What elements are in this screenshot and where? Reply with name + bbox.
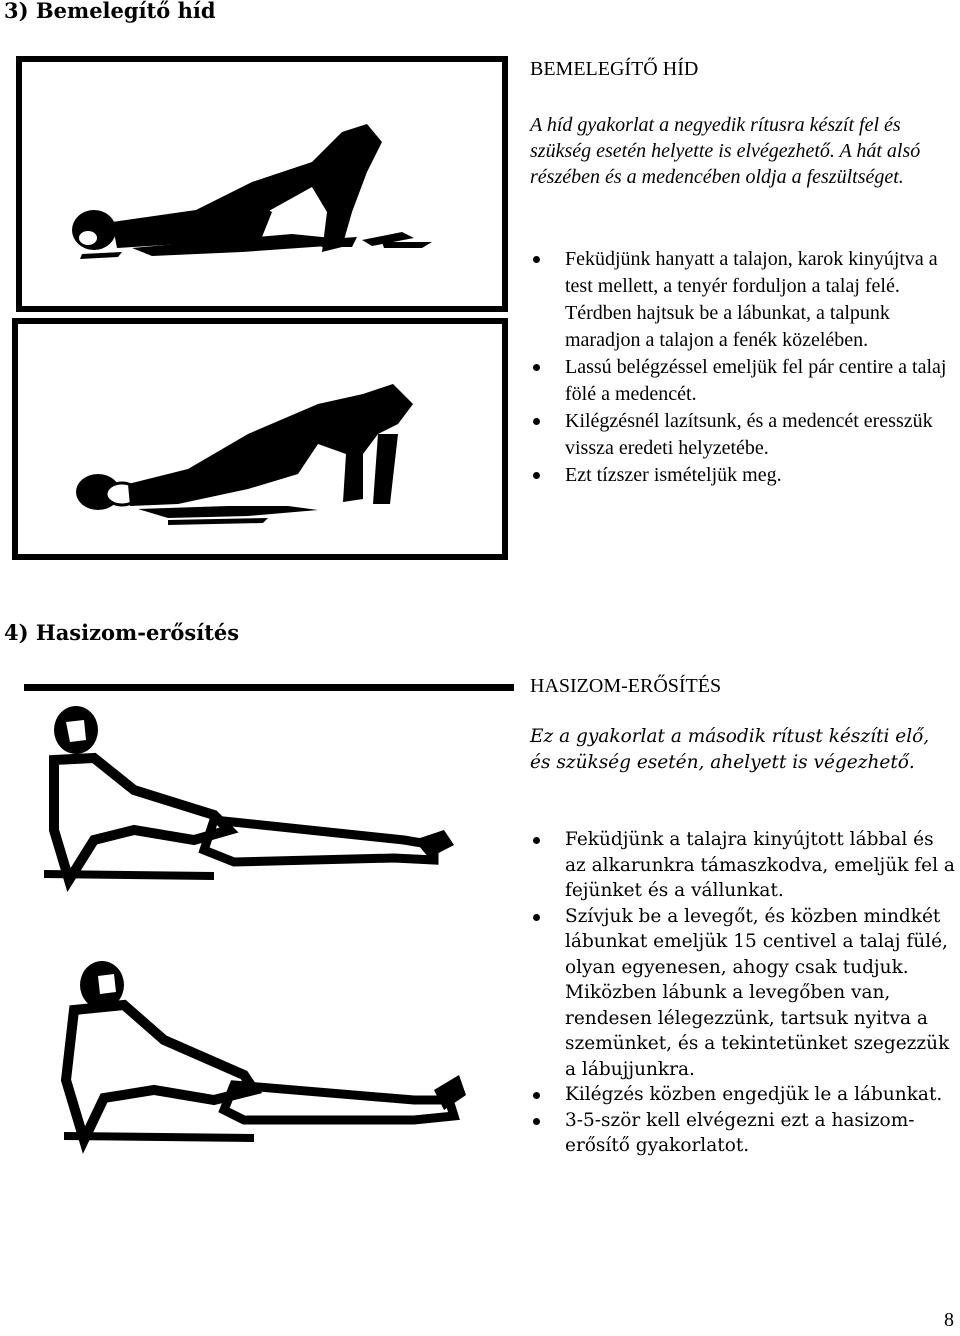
section-3-title: BEMELEGÍTŐ HÍD bbox=[530, 58, 699, 80]
list-item: Feküdjünk hanyatt a talajon, karok kinyújtva a test mellett, a tenyér forduljon a talaj felé. Térdben hajtsuk be a lábunkat, a talpunk maradjon a talajon a fenék közelében. bbox=[530, 246, 960, 354]
list-item: Feküdjünk a talajra kinyújtott lábbal és az alkarunkra támaszkodva, emeljük fel a fejünket és a vállunkat. bbox=[530, 827, 960, 904]
list-item: Ezt tízszer ismételjük meg. bbox=[530, 462, 960, 489]
list-item: 3-5-ször kell elvégezni ezt a hasizom-erősítő gyakorlatot. bbox=[530, 1108, 960, 1159]
abdominal-start-illustration bbox=[44, 706, 454, 880]
section-4-heading: 4) Hasizom-erősítés bbox=[4, 620, 240, 645]
section-4-intro: Ez a gyakorlat a második rítust készíti elő, és szükség esetén, ahelyett is végezhető. bbox=[530, 726, 930, 773]
bridge-start-illustration bbox=[16, 56, 508, 312]
abdominal-exercise-icon bbox=[14, 680, 514, 1200]
section-3-intro: A híd gyakorlat a negyedik rítusra készít fel és szükség esetén helyette is elvégezhető. A hát alsó részében és a medencében oldja a feszültséget. bbox=[530, 114, 921, 188]
abdominal-illustration bbox=[14, 680, 514, 1200]
bridge-start-icon bbox=[22, 62, 502, 306]
page-number: 8 bbox=[944, 1309, 954, 1331]
list-item: Szívjuk be a levegőt, és közben mindkét lábunkat emeljük 15 centivel a talaj fülé, olyan egyenesen, ahogy csak tudjuk. Miközben lábunk a levegőben van, rendesen lélegezzünk, tartsuk nyitva a szemünket, és a tekintetünket szegezzük a lábujjunkra. bbox=[530, 904, 960, 1083]
section-4-steps bbox=[530, 827, 960, 1159]
section-4-title: HASIZOM-ERŐSÍTÉS bbox=[530, 675, 722, 697]
list-item: Lassú belégzéssel emeljük fel pár centire a talaj fölé a medencét. bbox=[530, 354, 960, 408]
section-3-steps bbox=[530, 246, 960, 489]
list-item: Kilégzésnél lazítsunk, és a medencét eresszük vissza eredeti helyzetébe. bbox=[530, 408, 960, 462]
bridge-raised-illustration bbox=[12, 318, 508, 560]
section-3-heading: 3) Bemelegítő híd bbox=[4, 0, 216, 23]
list-item: Kilégzés közben engedjük le a lábunkat. bbox=[530, 1082, 960, 1108]
abdominal-raised-illustration bbox=[64, 961, 466, 1142]
bridge-raised-icon bbox=[18, 324, 502, 554]
